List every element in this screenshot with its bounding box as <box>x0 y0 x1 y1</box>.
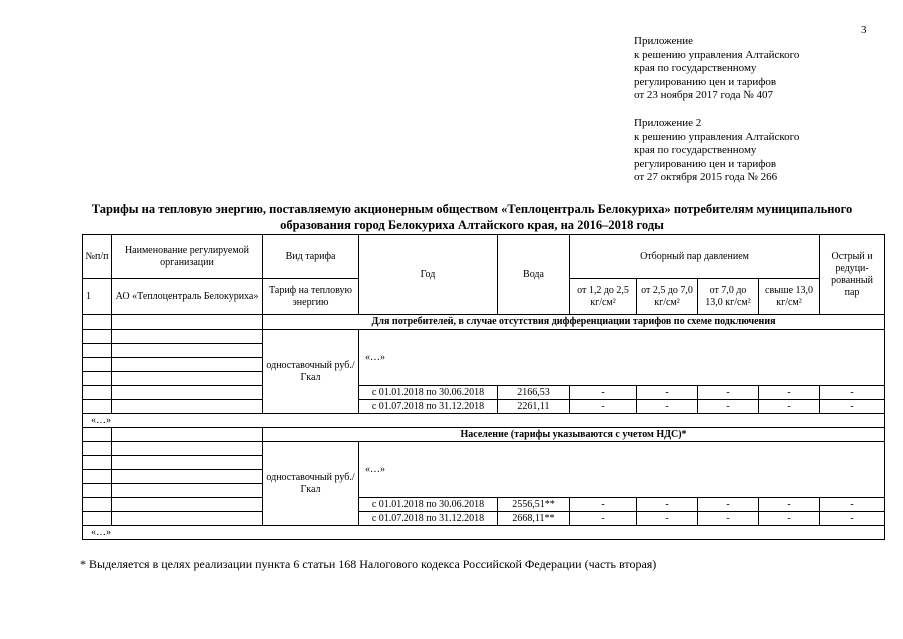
header-tariff-type: Вид тарифа <box>263 235 359 279</box>
blank-cell <box>112 400 263 414</box>
blank-cell <box>112 484 263 498</box>
header-sharp-steam: Острый и редуци-рованный пар <box>820 235 885 315</box>
blank-cell <box>83 344 112 358</box>
blank-cell <box>112 386 263 400</box>
blank-cell <box>112 456 263 470</box>
p3-cell: - <box>698 512 759 526</box>
blank-cell <box>112 498 263 512</box>
blank-cell <box>83 400 112 414</box>
header-year: Год <box>359 235 498 315</box>
section-2-spacer-row <box>83 442 885 456</box>
appendix-line: к решению управления Алтайского <box>634 48 800 61</box>
period-cell: с 01.07.2018 по 31.12.2018 <box>359 512 498 526</box>
header-steam: Отборный пар давлением <box>570 235 820 279</box>
header-pressure-1: от 1,2 до 2,5 кг/см² <box>570 279 637 315</box>
section-1-after-row <box>83 414 885 428</box>
appendix-line: от 27 октября 2015 года № 266 <box>634 171 778 184</box>
blank-cell <box>83 428 112 442</box>
header-num: №п/п <box>83 235 112 279</box>
appendix-header-1 <box>634 35 799 103</box>
appendix-line: к решению управления Алтайского <box>634 130 800 143</box>
blank-cell <box>83 372 112 386</box>
water-cell: 2668,11** <box>498 512 570 526</box>
header-row-1 <box>83 235 885 279</box>
tariff-table <box>82 234 885 540</box>
header-pressure-3: от 7,0 до 13,0 кг/см² <box>698 279 759 315</box>
blank-cell <box>112 470 263 484</box>
footnote: * Выделяется в целях реализации пункта 6 статьи 168 Налогового кодекса Российской Федерации (часть вторая) <box>80 557 657 571</box>
header-pressure-2: от 2,5 до 7,0 кг/см² <box>637 279 698 315</box>
title-line-1: Тарифы на тепловую энергию, поставляемую акционерным обществом «Теплоцентраль Белокуриха» потребителям муниципального <box>91 202 853 216</box>
blank-cell <box>112 512 263 526</box>
table-row <box>83 498 885 512</box>
water-cell: 2261,11 <box>498 400 570 414</box>
section-2-after-row <box>83 526 885 540</box>
section-2-tariff-type: одноставочный руб./Гкал <box>263 442 359 526</box>
blank-cell <box>83 315 112 330</box>
p4-cell: - <box>759 512 820 526</box>
p3-cell: - <box>698 498 759 512</box>
table-row <box>83 400 885 414</box>
section-2-title: Население (тарифы указываются с учетом НДС)* <box>263 428 885 442</box>
section-1-ellipsis: «…» <box>359 330 885 386</box>
title-line-2: образования город Белокуриха Алтайского края, на 2016–2018 годы <box>280 218 664 232</box>
sharp-cell: - <box>820 512 885 526</box>
blank-cell <box>112 372 263 386</box>
appendix-line: Приложение 2 <box>634 117 702 129</box>
appendix-line: Приложение <box>634 35 694 47</box>
blank-cell <box>83 386 112 400</box>
water-cell: 2556,51** <box>498 498 570 512</box>
blank-cell <box>83 330 112 344</box>
blank-cell <box>83 358 112 372</box>
period-cell: с 01.01.2018 по 30.06.2018 <box>359 498 498 512</box>
p3-cell: - <box>698 386 759 400</box>
p4-cell: - <box>759 498 820 512</box>
header-pressure-4: свыше 13,0 кг/см² <box>759 279 820 315</box>
org-name: АО «Теплоцентраль Белокуриха» <box>112 279 263 315</box>
p4-cell: - <box>759 400 820 414</box>
blank-cell <box>112 344 263 358</box>
header-water: Вода <box>498 235 570 315</box>
blank-cell <box>112 358 263 372</box>
sharp-cell: - <box>820 386 885 400</box>
section-1-title: Для потребителей, в случае отсутствия дифференциации тарифов по схеме подключения <box>263 315 885 330</box>
blank-cell <box>112 428 263 442</box>
period-cell: с 01.01.2018 по 30.06.2018 <box>359 386 498 400</box>
blank-cell <box>83 442 112 456</box>
p2-cell: - <box>637 386 698 400</box>
appendix-line: регулированию цен и тарифов <box>634 75 777 88</box>
p1-cell: - <box>570 512 637 526</box>
blank-cell <box>112 330 263 344</box>
section-2-ellipsis: «…» <box>359 442 885 498</box>
p3-cell: - <box>698 400 759 414</box>
blank-cell <box>83 470 112 484</box>
p4-cell: - <box>759 386 820 400</box>
table-row <box>83 512 885 526</box>
blank-cell <box>83 484 112 498</box>
sharp-cell: - <box>820 400 885 414</box>
section-1-after-ellipsis: «…» <box>83 414 885 428</box>
period-cell: с 01.07.2018 по 31.12.2018 <box>359 400 498 414</box>
blank-cell <box>83 456 112 470</box>
section-1-spacer-row <box>83 330 885 344</box>
p2-cell: - <box>637 498 698 512</box>
p1-cell: - <box>570 400 637 414</box>
appendix-line: края по государственному <box>634 62 757 75</box>
appendix-header-2 <box>634 117 799 185</box>
blank-cell <box>112 442 263 456</box>
p1-cell: - <box>570 498 637 512</box>
section-1-title-row <box>83 315 885 330</box>
document-title <box>40 201 903 233</box>
blank-cell <box>83 512 112 526</box>
sharp-cell: - <box>820 498 885 512</box>
org-tariff: Тариф на тепловую энергию <box>263 279 359 315</box>
header-org: Наименование регулируемой организации <box>112 235 263 279</box>
section-2-title-row <box>83 428 885 442</box>
section-1-tariff-type: одноставочный руб./Гкал <box>263 330 359 414</box>
section-2-after-ellipsis: «…» <box>83 526 885 540</box>
p2-cell: - <box>637 400 698 414</box>
blank-cell <box>112 315 263 330</box>
table-row <box>83 386 885 400</box>
water-cell: 2166,53 <box>498 386 570 400</box>
appendix-line: от 23 ноября 2017 года № 407 <box>634 89 773 102</box>
p1-cell: - <box>570 386 637 400</box>
appendix-line: края по государственному <box>634 144 757 157</box>
p2-cell: - <box>637 512 698 526</box>
org-num: 1 <box>83 279 112 315</box>
appendix-line: регулированию цен и тарифов <box>634 157 777 170</box>
page-number: 3 <box>861 24 867 36</box>
blank-cell <box>83 498 112 512</box>
